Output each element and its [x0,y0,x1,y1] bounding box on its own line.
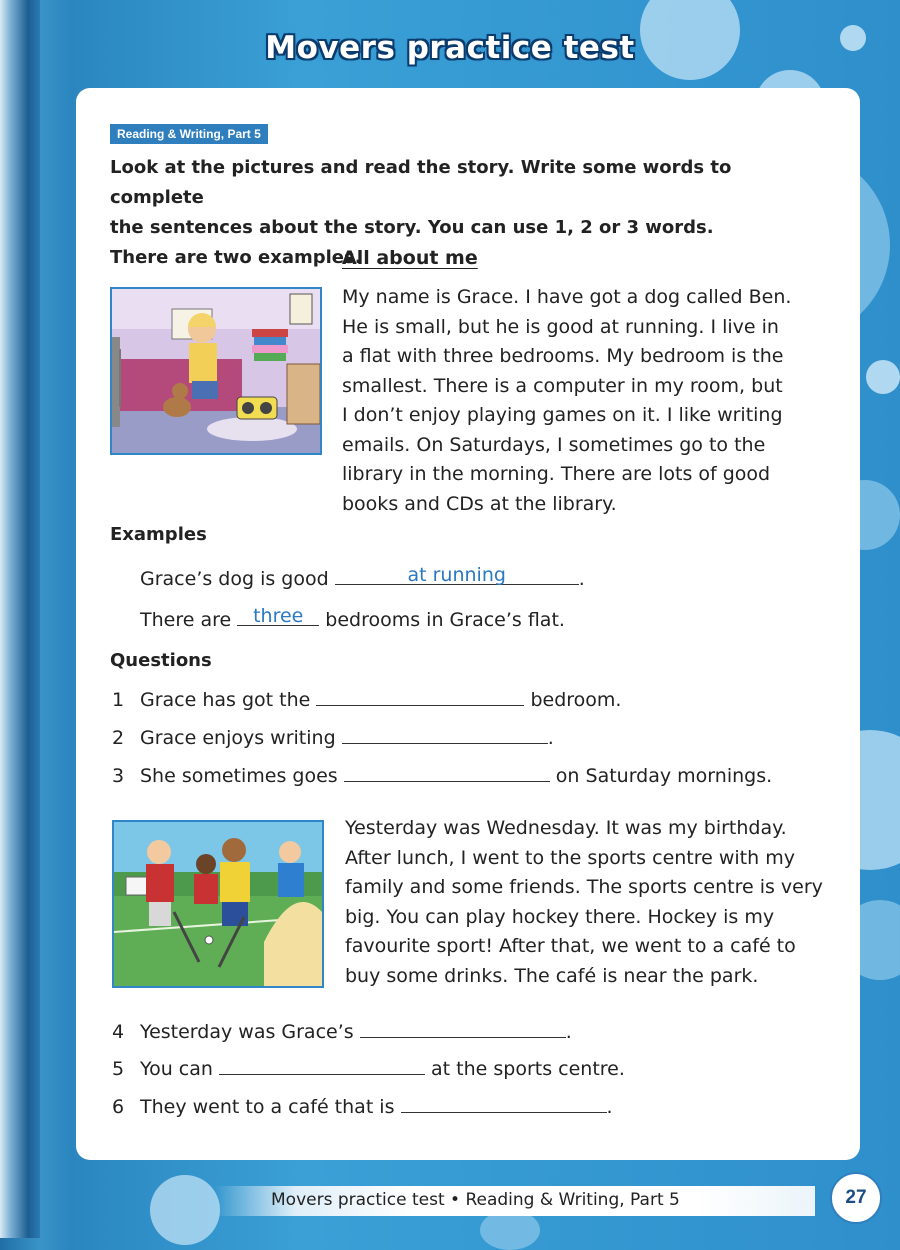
footer-bar [215,1186,815,1216]
question-text: . [606,1096,613,1118]
section-tag: Reading & Writing, Part 5 [110,124,268,144]
hockey-illustration [112,820,324,988]
story-line: books and CDs at the library. [342,492,617,515]
question-text: . [547,727,554,749]
question-text: bedroom. [530,689,622,711]
story-line: I don’t enjoy playing games on it. I like writing [342,404,783,426]
question-number: 2 [112,727,125,749]
question-text: Grace enjoys writing [140,727,336,749]
examples-heading: Examples [110,524,207,545]
story-line: buy some drinks. The café is near the park. [345,964,759,987]
instruction-line: There are two examples. [110,247,362,268]
answer-blank-1[interactable] [316,687,524,706]
page-number: 27 [830,1172,882,1224]
bubble-decoration [866,360,900,394]
question-1 [112,687,621,711]
story-line: After lunch, I went to the sports centre with my [345,846,795,869]
story-line: Yesterday was Wednesday. It was my birthday. [345,817,787,839]
question-text: She sometimes goes [140,765,338,787]
question-text: Yesterday was Grace’s [140,1021,354,1043]
footer-text: Movers practice test • Reading & Writing, Part 5 [271,1190,680,1210]
story-line: favourite sport! After that, we went to a café to [345,935,796,957]
question-number: 5 [112,1058,125,1080]
question-2 [112,725,554,749]
question-4 [112,1019,572,1043]
example-text: . [578,568,585,590]
story-line: My name is Grace. I have got a dog called Ben. [342,286,792,308]
answer-blank-4[interactable] [360,1019,566,1038]
question-text: They went to a café that is [140,1096,395,1118]
story-line: a flat with three bedrooms. My bedroom is the [342,345,784,367]
questions-heading: Questions [110,650,212,671]
story-line: library in the morning. There are lots of good [342,463,771,485]
question-5 [112,1056,625,1080]
story-2-text [345,814,823,991]
answer-blank-5[interactable] [219,1056,425,1075]
question-number: 1 [112,689,125,711]
answer-blank-3[interactable] [344,763,550,782]
story-line: He is small, but he is good at running. I live in [342,315,779,338]
story-line: family and some friends. The sports centre is very [345,876,823,898]
question-number: 6 [112,1096,125,1118]
story-line: big. You can play hockey there. Hockey is my [345,905,775,928]
bubble-decoration [480,1210,540,1250]
example-text: There are [140,609,232,631]
book-spine [0,0,40,1238]
question-text: You can [140,1058,213,1080]
story-line: emails. On Saturdays, I sometimes go to the [342,433,766,456]
story-1-text [342,283,791,519]
question-3 [112,763,772,787]
question-6 [112,1094,613,1118]
question-number: 4 [112,1021,125,1043]
question-text: Grace has got the [140,689,311,711]
answer-blank-6[interactable] [401,1094,607,1113]
question-text: on Saturday mornings. [555,765,773,787]
story-line: smallest. There is a computer in my room, but [342,374,783,397]
bedroom-illustration [110,287,322,455]
example-2 [140,607,565,631]
bubble-decoration [150,1175,220,1245]
question-number: 3 [112,765,125,787]
instruction-line: the sentences about the story. You can use 1, 2 or 3 words. [110,217,714,238]
example-answer-blank [237,607,319,626]
page-title: Movers practice test [265,30,635,66]
question-text: at the sports centre. [431,1058,625,1080]
example-text: Grace’s dog is good [140,568,329,590]
example-answer: at running [407,564,506,586]
answer-blank-2[interactable] [342,725,548,744]
example-answer-blank [335,566,579,585]
question-text: . [565,1021,572,1043]
example-answer: three [253,605,304,627]
instruction-line: Look at the pictures and read the story. Write some words to complete [110,157,732,208]
example-1 [140,566,585,590]
story-title: All about me [342,247,478,269]
example-text: bedrooms in Grace’s flat. [325,609,565,631]
